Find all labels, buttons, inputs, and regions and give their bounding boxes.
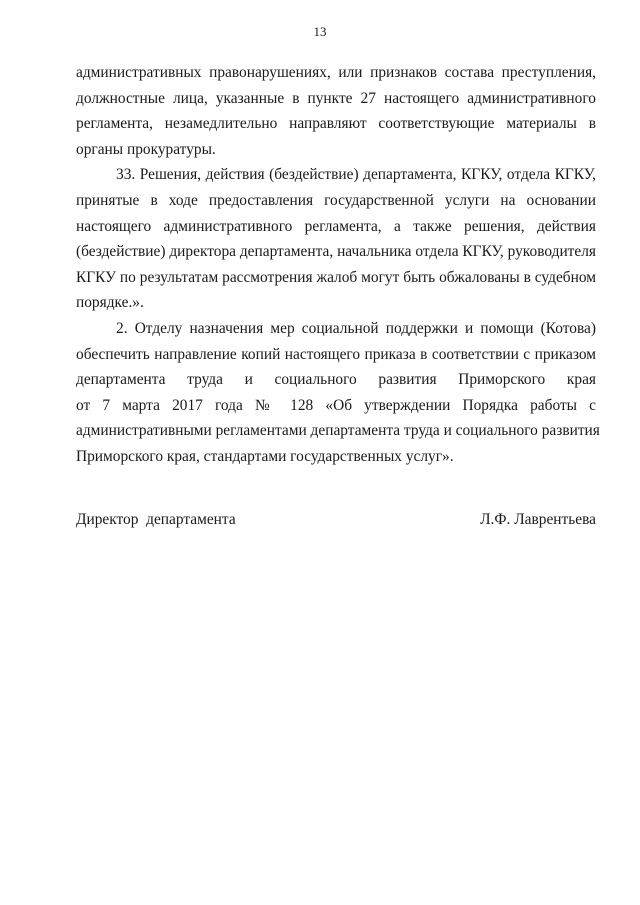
text-line: департамента труда и социального развития Приморского края xyxy=(76,371,596,389)
text-line: регламента, незамедлительно направляют соответствующие материалы в xyxy=(76,115,596,133)
text-line: настоящего административного регламента, а также решения, действия xyxy=(76,217,596,235)
text-line: обеспечить направление копий настоящего приказа в соответствии с приказом xyxy=(76,345,596,363)
text-line: 33. Решения, действия (бездействие) департамента, КГКУ, отдела КГКУ, xyxy=(116,166,596,184)
signatory-name: Л.Ф. Лаврентьева xyxy=(480,511,596,528)
text-line: КГКУ по результатам рассмотрения жалоб могут быть обжалованы в судебном xyxy=(76,268,596,286)
text-line: 2. Отделу назначения мер социальной поддержки и помощи (Котова) xyxy=(116,319,596,337)
text-line: от 7 марта 2017 года № 128 «Об утверждении Порядка работы с xyxy=(76,396,596,414)
paragraph-2 xyxy=(76,316,600,470)
document-body xyxy=(76,60,600,470)
text-line: органы прокуратуры. xyxy=(76,140,216,158)
text-line: принятые в ходе предоставления государственной услуги на основании xyxy=(76,191,596,209)
text-line: Приморского края, стандартами государственных услуг». xyxy=(76,447,454,465)
paragraph-33 xyxy=(76,162,596,316)
text-line: порядке.». xyxy=(76,294,144,312)
page-number: 13 xyxy=(313,24,327,39)
text-line: административных правонарушениях, или признаков состава преступления, xyxy=(76,64,596,81)
text-line: административными регламентами департамента труда и социального развития xyxy=(76,422,600,440)
signature-block xyxy=(76,510,596,530)
signatory-position: Директор департамента xyxy=(76,511,236,528)
text-line: должностные лица, указанные в пункте 27 настоящего административного xyxy=(76,89,596,107)
text-line: (бездействие) директора департамента, начальника отдела КГКУ, руководителя xyxy=(76,243,596,261)
paragraph-continuation xyxy=(76,60,596,162)
